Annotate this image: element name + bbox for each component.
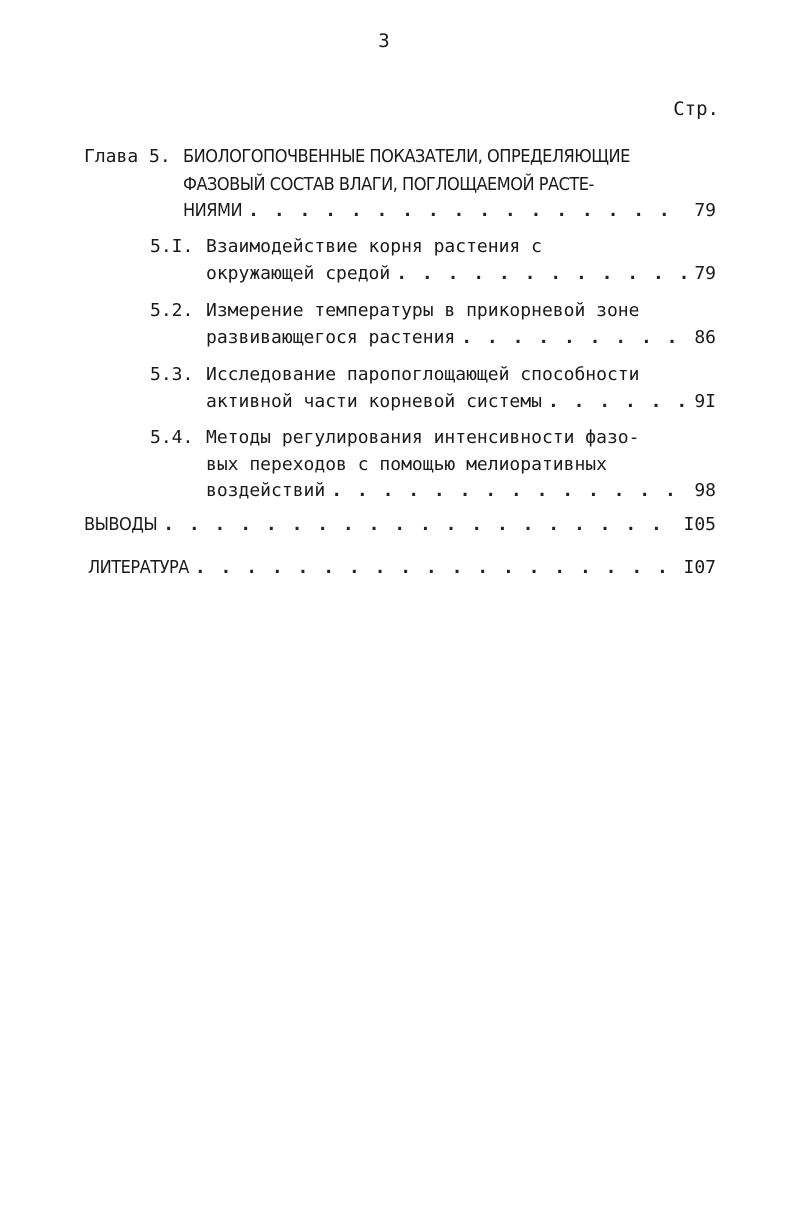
literature-page: I07	[683, 557, 716, 578]
dot-leader	[548, 389, 688, 415]
section-title-line-2	[206, 389, 716, 415]
section-title-end: окружающей средой	[206, 263, 391, 284]
chapter-prefix: Глава 5.	[84, 146, 171, 167]
section-title-line-1: Измерение температуры в прикорневой зоне	[206, 300, 640, 321]
section-page: 79	[694, 263, 716, 284]
section-page: 98	[694, 480, 716, 501]
conclusions-label: ВЫВОДЫ	[84, 514, 158, 535]
page-column-label: Стр.	[673, 98, 719, 120]
section-title-end: воздействий	[206, 480, 326, 501]
section-title-line-1: Методы регулирования интенсивности фазо-	[206, 427, 640, 448]
toc-conclusions	[84, 512, 716, 538]
conclusions-page: I05	[683, 514, 716, 535]
section-title-line-2	[206, 261, 716, 287]
section-title-end: активной части корневой системы	[206, 391, 542, 412]
chapter-title-line-1: БИОЛОГОПОЧВЕННЫЕ ПОКАЗАТЕЛИ, ОПРЕДЕЛЯЮЩИЕ	[183, 146, 630, 167]
section-title-line-1: Исследование паропоглощающей способности	[206, 364, 640, 385]
section-title-end: развивающегося растения	[206, 327, 456, 348]
toc-literature	[88, 555, 716, 581]
dot-leader	[163, 512, 677, 538]
section-page: 9I	[694, 391, 716, 412]
literature-label: ЛИТЕРАТУРА	[88, 557, 189, 578]
section-title-line-2	[206, 325, 716, 351]
section-number: 5.2.	[150, 300, 194, 321]
page-number: 3	[378, 30, 390, 52]
section-title-line-2: вых переходов с помощью мелиоративных	[206, 454, 607, 475]
section-number: 5.I.	[150, 236, 194, 257]
dot-leader	[331, 478, 688, 504]
dot-leader	[461, 325, 688, 351]
chapter-title-line-3	[183, 198, 716, 224]
dot-leader	[248, 198, 688, 224]
section-title-line-1: Взаимодействие корня растения с	[206, 236, 542, 257]
dot-leader	[396, 261, 688, 287]
chapter-page: 79	[694, 200, 716, 221]
section-number: 5.4.	[150, 427, 194, 448]
section-title-line-3	[206, 478, 716, 504]
chapter-title-line-2: ФАЗОВЫЙ СОСТАВ ВЛАГИ, ПОГЛОЩАЕМОЙ РАСТЕ-	[183, 174, 594, 195]
section-number: 5.3.	[150, 364, 194, 385]
dot-leader	[195, 555, 678, 581]
chapter-title-end: НИЯМИ	[183, 200, 243, 221]
section-page: 86	[694, 327, 716, 348]
